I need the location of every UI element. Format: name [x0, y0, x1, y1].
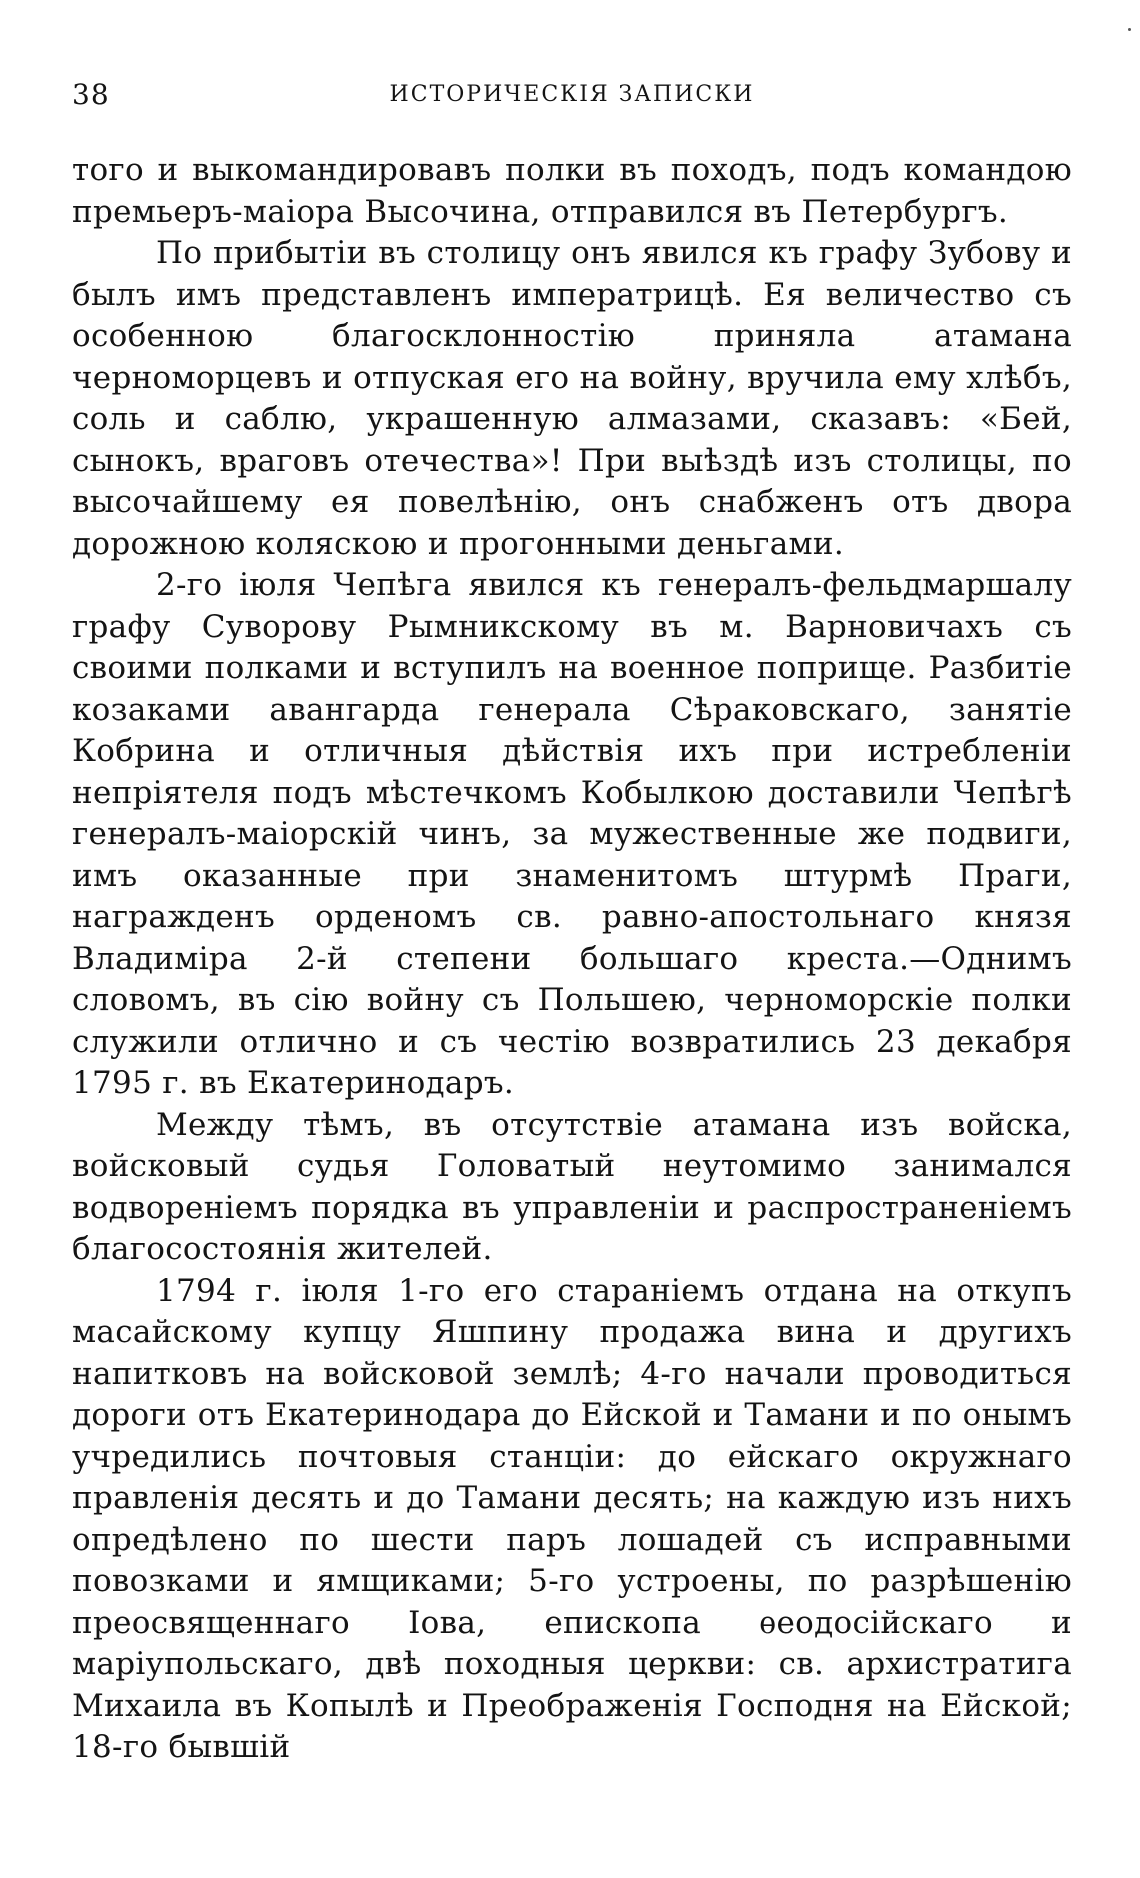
stray-ink-mark — [1128, 28, 1131, 31]
running-title: ИСТОРИЧЕСКІЯ ЗАПИСКИ — [389, 82, 755, 107]
page-number: 38 — [72, 78, 110, 111]
paragraph: 1794 г. іюля 1-го его стараніемъ отдана на откупъ масайскому купцу Яшпину продажа вина и другихъ напитковъ на войсковой землѣ; 4-го начали проводиться дороги отъ Екатеринодара до Ейской и Тамани и по онымъ учредились почтовыя станціи: до ейскаго окружнаго правленія десять и до Тамани десять; на каждую изъ нихъ опредѣлено по шести паръ лошадей съ исправными повозками и ямщиками; 5-го устроены, по разрѣшенію преосвященнаго Іова, епископа ѳеодосійскаго и маріупольскаго, двѣ походныя церкви: св. архистратига Михаила въ Копылѣ и Преображенія Господня на Ейской; 18-го бывшій — [72, 1272, 1072, 1765]
paragraph: 2-го іюля Чепѣга явился къ генералъ-фельдмаршалу графу Суворову Рымникскому въ м. Варновичахъ съ своими полками и вступилъ на военное поприще. Разбитіе козаками авангарда генерала Сѣраковскаго, занятіе Кобрина и отличныя дѣйствія ихъ при истребленіи непріятеля подъ мѣстечкомъ Кобылкою доставили Чепѣгѣ генералъ-маіорскій чинъ, за мужественные же подвиги, имъ оказанные при знаменитомъ штурмѣ Праги, награжденъ орденомъ св. равно-апостольнаго князя Владиміра 2-й степени большаго креста.—Однимъ словомъ, въ сію войну съ Польшею, черноморскіе полки служили отлично и съ честію возвратились 23 декабря 1795 г. въ Екатеринодаръ. — [72, 567, 1072, 1101]
paragraph: Между тѣмъ, въ отсутствіе атамана изъ войска, войсковый судья Головатый неутомимо занимался водвореніемъ порядка въ управленіи и распространеніемъ благосостоянія жителей. — [72, 1106, 1072, 1267]
paragraph: По прибытіи въ столицу онъ явился къ графу Зубову и былъ имъ представленъ императрицѣ. Ея величество съ особенною благосклонностію приняла атамана черноморцевъ и отпуская его на войну, вручила ему хлѣбъ, соль и саблю, украшенную алмазами, сказавъ: «Бей, сынокъ, враговъ отечества»! При выѣздѣ изъ столицы, по высочайшему ея повелѣнію, онъ снабженъ отъ двора дорожною коляскою и прогонными деньгами. — [72, 235, 1072, 562]
paragraph-continuation: того и выкомандировавъ полки въ походъ, подъ командою премьеръ-маіора Высочина, отправился въ Петербургъ. — [72, 152, 1072, 230]
page-header — [72, 78, 1072, 118]
body-text — [72, 150, 1072, 1769]
